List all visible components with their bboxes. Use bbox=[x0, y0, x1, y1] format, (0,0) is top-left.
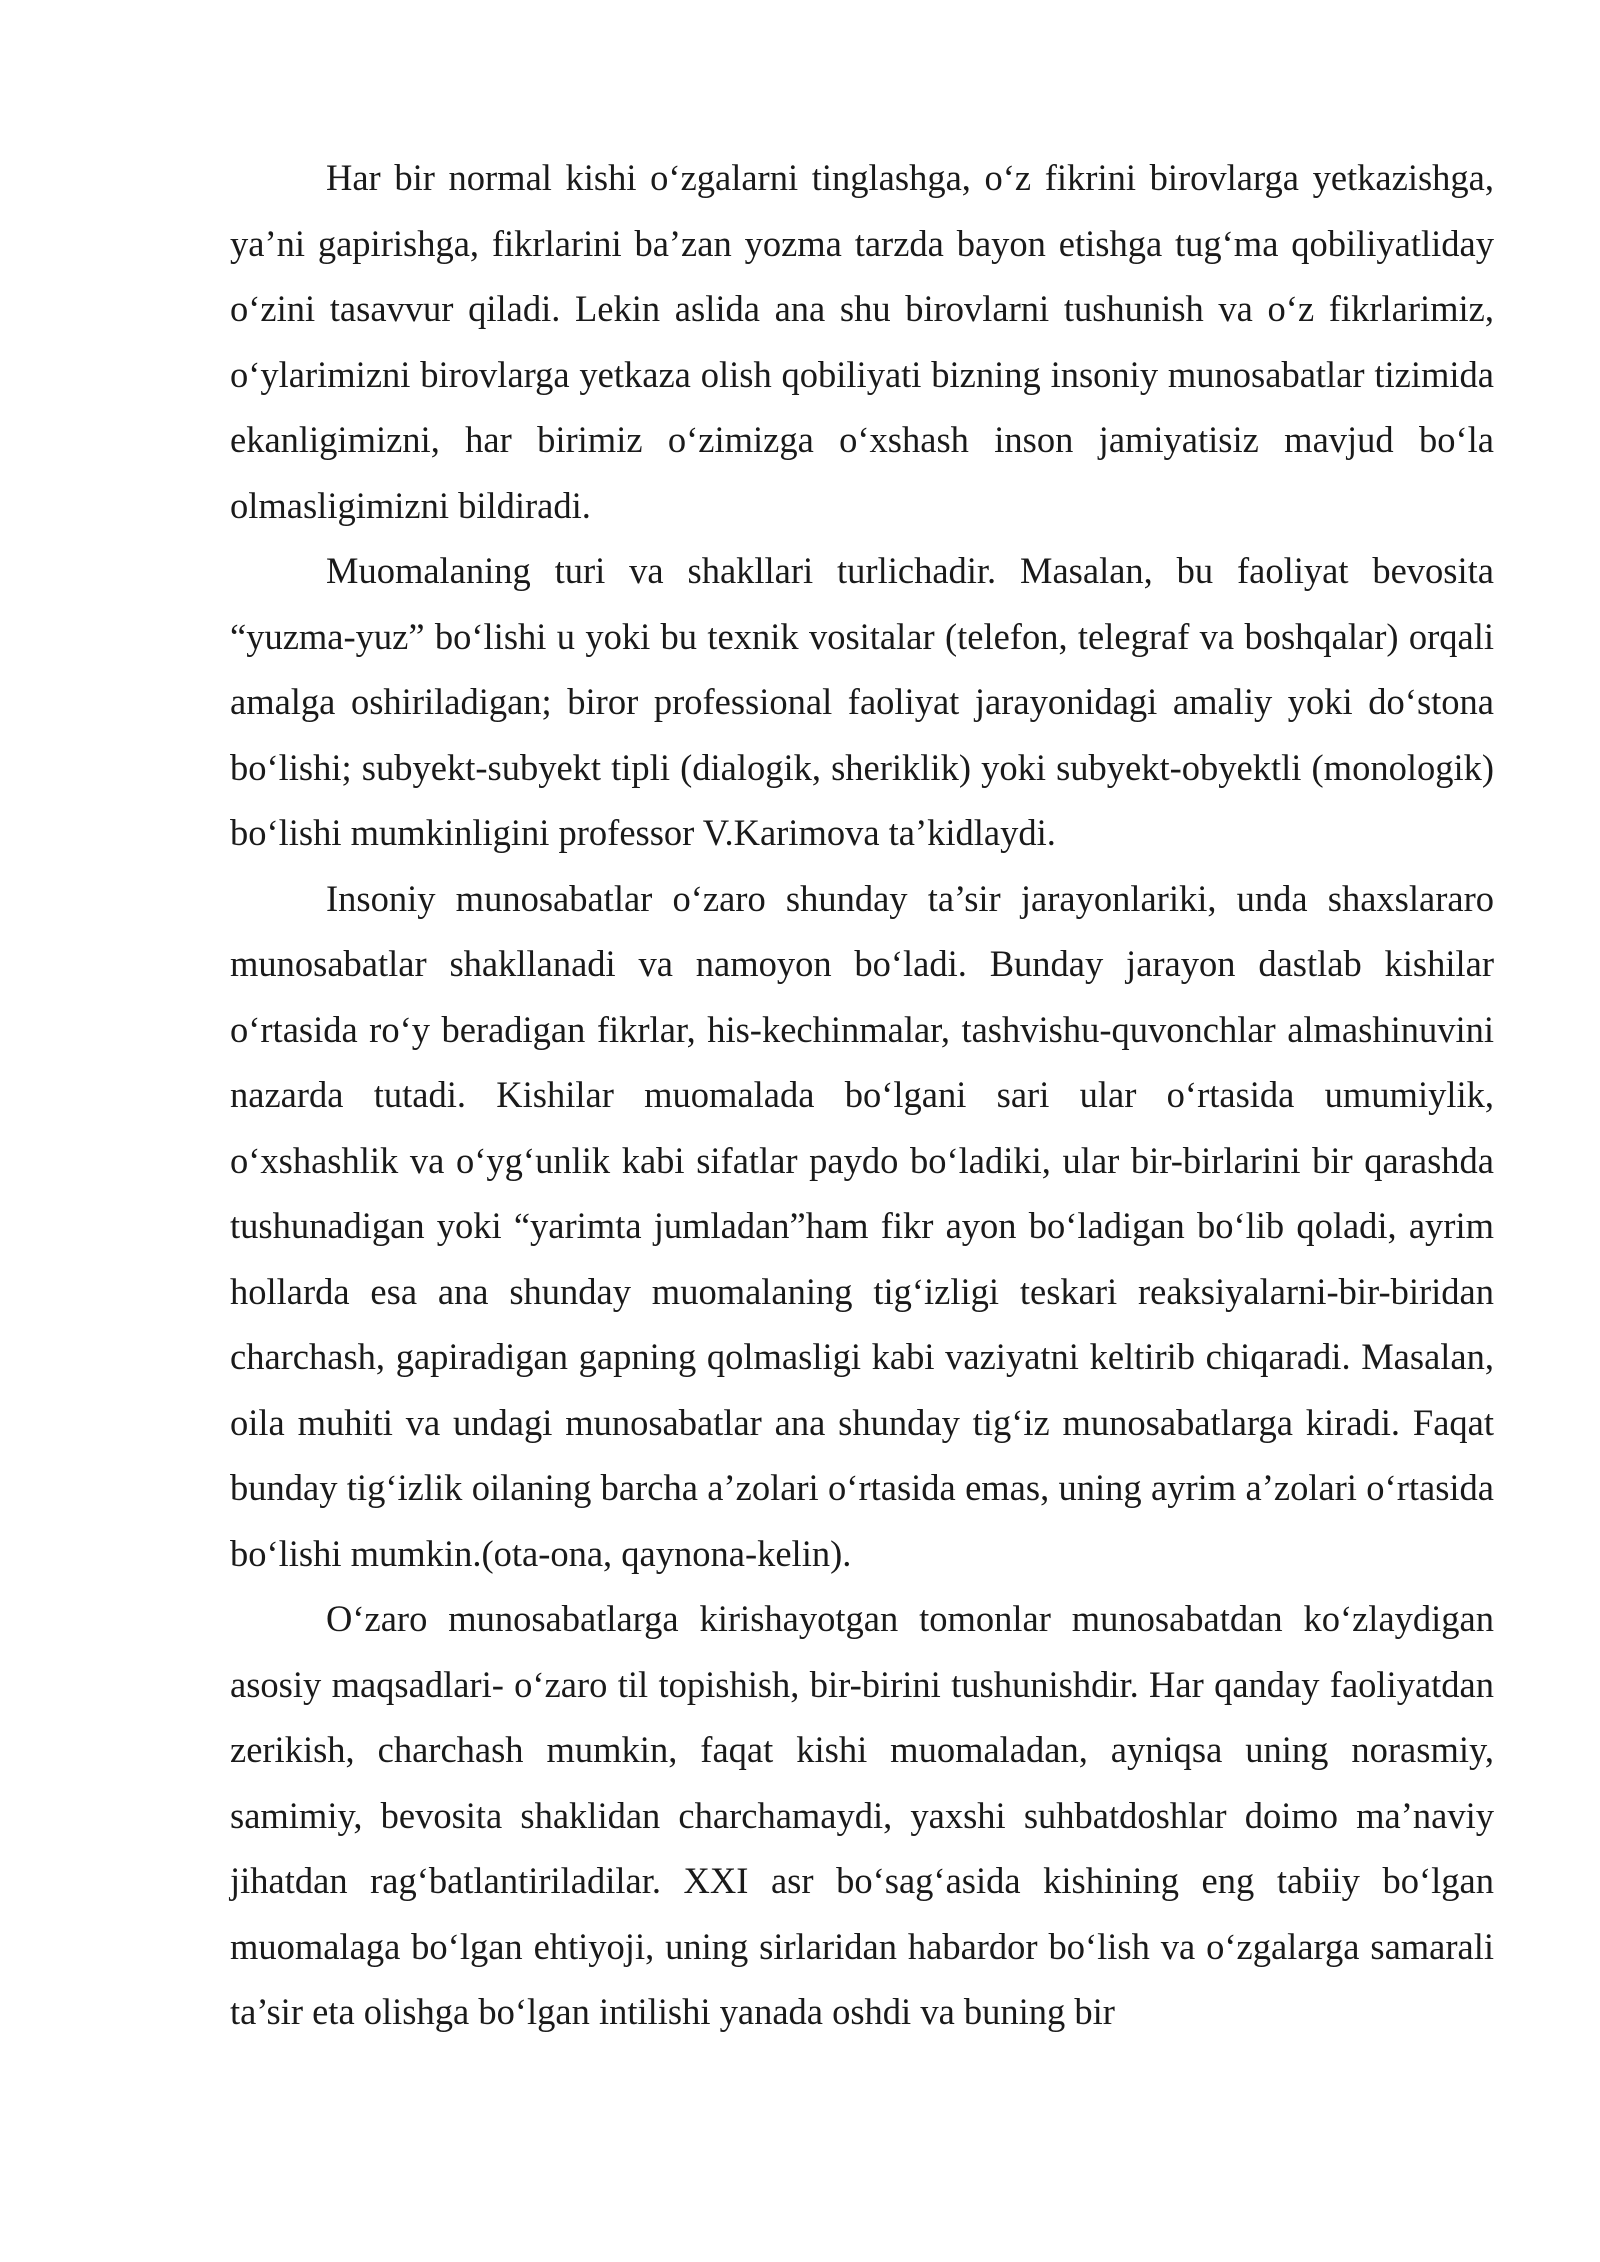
paragraph-2: Muomalaning turi va shakllari turlichadir. Masalan, bu faoliyat bevosita “yuzma-yuz” bo‘lishi u yoki bu texnik vositalar (telefon, telegraf va boshqalar) orqali amalga oshiriladigan; biror professional faoliyat jarayonidagi amaliy yoki do‘stona bo‘lishi; subyekt-subyekt tipli (dialogik, sheriklik) yoki subyekt-obyektli (monologik) bo‘lishi mumkinligini professor V.Karimova ta’kidlaydi. bbox=[230, 550, 1494, 853]
paragraph-4: O‘zaro munosabatlarga kirishayotgan tomonlar munosabatdan ko‘zlaydigan asosiy maqsadlari- o‘zaro til topishish, bir-birini tushunishdir. Har qanday faoliyatdan zerikish, charchash mumkin, faqat kishi muomaladan, ayniqsa uning norasmiy, samimiy, bevosita shaklidan charchamaydi, yaxshi suhbatdoshlar doimo ma’naviy jihatdan rag‘batlantiriladilar. XXI asr bo‘sag‘asida kishining eng tabiiy bo‘lgan muomalaga bo‘lgan ehtiyoji, uning sirlaridan habardor bo‘lish va o‘zgalarga samarali ta’sir eta olishga bo‘lgan intilishi yanada oshdi va buning bir bbox=[230, 1598, 1494, 2032]
paragraph-1: Har bir normal kishi o‘zgalarni tinglashga, o‘z fikrini birovlarga yetkazishga, ya’ni gapirishga, fikrlarini ba’zan yozma tarzda bayon etishga tug‘ma qobiliyatliday o‘zini tasavvur qiladi. Lekin aslida ana shu birovlarni tushunish va o‘z fikrlarimiz, o‘ylarimizni birovlarga yetkaza olish qobiliyati bizning insoniy munosabatlar tizimida ekanligimizni, har birimiz o‘zimizga o‘xshash inson jamiyatisiz mavjud bo‘la olmasligimizni bildiradi. bbox=[230, 157, 1494, 526]
paragraph-3: Insoniy munosabatlar o‘zaro shunday ta’sir jarayonlariki, unda shaxslararo munosabatlar shakllanadi va namoyon bo‘ladi. Bunday jarayon dastlab kishilar o‘rtasida ro‘y beradigan fikrlar, his-kechinmalar, tashvishu-quvonchlar almashinuvini nazarda tutadi. Kishilar muomalada bo‘lgani sari ular o‘rtasida umumiylik, o‘xshashlik va o‘yg‘unlik kabi sifatlar paydo bo‘ladiki, ular bir-birlarini bir qarashda tushunadigan yoki “yarimta jumladan”ham fikr ayon bo‘ladigan bo‘lib qoladi, ayrim hollarda esa ana shunday muomalaning tig‘izligi teskari reaksiyalarni-bir-biridan charchash, gapiradigan gapning qolmasligi kabi vaziyatni keltirib chiqaradi. Masalan, oila muhiti va undagi munosabatlar ana shunday tig‘iz munosabatlarga kiradi. Faqat bunday tig‘izlik oilaning barcha a’zolari o‘rtasida emas, uning ayrim a’zolari o‘rtasida bo‘lishi mumkin.(ota-ona, qaynona-kelin). bbox=[230, 877, 1494, 1574]
document-page bbox=[230, 145, 1494, 2045]
